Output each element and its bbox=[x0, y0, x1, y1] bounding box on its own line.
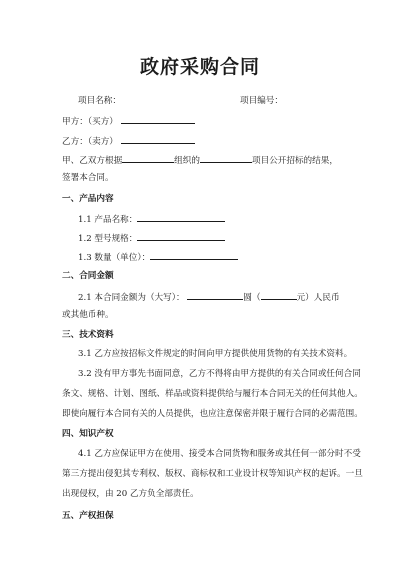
product-name-blank[interactable] bbox=[137, 212, 225, 222]
currency-line: 或其他币种。 bbox=[62, 310, 114, 320]
amount-yuan-text: 圆（ bbox=[243, 293, 261, 303]
section-4-heading: 四、知识产权 bbox=[62, 429, 114, 439]
party-a-line bbox=[62, 114, 195, 128]
party-b-role: （卖方） bbox=[87, 137, 118, 147]
quantity-blank[interactable] bbox=[150, 250, 238, 260]
clause-3-1: 3.1 乙方应按招标文件规定的时间向甲方提供使用货物的有关技术资料。 bbox=[78, 349, 353, 359]
organizer-blank[interactable] bbox=[122, 153, 174, 163]
party-b-label: 乙方： bbox=[62, 137, 88, 147]
clause-3-2-line-2: 条文、规格、计划、图纸、样品或资料提供给与履行本合同无关的任何其他人。 bbox=[62, 389, 363, 399]
party-a-role: （买方） bbox=[87, 117, 118, 127]
clause-3-2-line-3: 即使向履行本合同有关的人员提供，也应注意保密并限于履行合同的必需范围。 bbox=[62, 409, 363, 419]
intro-text-2: 组织的 bbox=[174, 156, 200, 166]
party-a-label: 甲方： bbox=[62, 117, 88, 127]
document-title: 政府采购合同 bbox=[139, 56, 260, 78]
clause-4-1-line-1: 4.1 乙方应保证甲方在使用、接受本合同货物和服务或其任何一部分时不受 bbox=[78, 449, 361, 459]
amount-line bbox=[78, 290, 340, 304]
clause-3-2-line-1: 3.2 没有甲方事先书面同意，乙方不得将由甲方提供的有关合同或任何合同 bbox=[78, 369, 361, 379]
section-2-heading: 二、合同金额 bbox=[62, 271, 114, 281]
amount-number-blank[interactable] bbox=[261, 290, 297, 300]
product-name-label: 1.1 产品名称： bbox=[78, 215, 138, 225]
project-number-label: 项目编号： bbox=[240, 96, 283, 106]
amount-prefix: 2.1 本合同金额为（大写）： bbox=[78, 293, 185, 303]
model-spec-line bbox=[78, 231, 225, 245]
model-spec-label: 1.2 型号规格： bbox=[78, 234, 138, 244]
intro-line-1 bbox=[62, 153, 338, 167]
section-5-heading: 五、产权担保 bbox=[62, 511, 114, 521]
clause-4-1-line-3: 出现侵权，由 20 乙方负全部责任。 bbox=[62, 489, 199, 499]
party-b-blank[interactable] bbox=[121, 134, 195, 144]
clause-4-1-line-2: 第三方提出侵犯其专利权、版权、商标权和工业设计权等知识产权的起诉。一旦 bbox=[62, 469, 363, 479]
party-b-line bbox=[62, 134, 195, 148]
intro-text-1: 甲、乙双方根据 bbox=[62, 156, 123, 166]
section-1-heading: 一、产品内容 bbox=[62, 194, 114, 204]
party-a-blank[interactable] bbox=[121, 114, 195, 124]
intro-line-2: 签署本合同。 bbox=[62, 173, 114, 183]
project-name-label: 项目名称： bbox=[78, 96, 121, 106]
model-spec-blank[interactable] bbox=[137, 231, 225, 241]
quantity-label: 1.3 数量（单位）： bbox=[78, 253, 151, 263]
amount-suffix: 元）人民币 bbox=[296, 293, 340, 303]
section-3-heading: 三、技术资料 bbox=[62, 330, 114, 340]
amount-capital-blank[interactable] bbox=[187, 290, 243, 300]
project-blank[interactable] bbox=[200, 153, 252, 163]
quantity-line bbox=[78, 250, 238, 264]
intro-text-3: 项目公开招标的结果， bbox=[251, 156, 338, 166]
product-name-line bbox=[78, 212, 225, 226]
